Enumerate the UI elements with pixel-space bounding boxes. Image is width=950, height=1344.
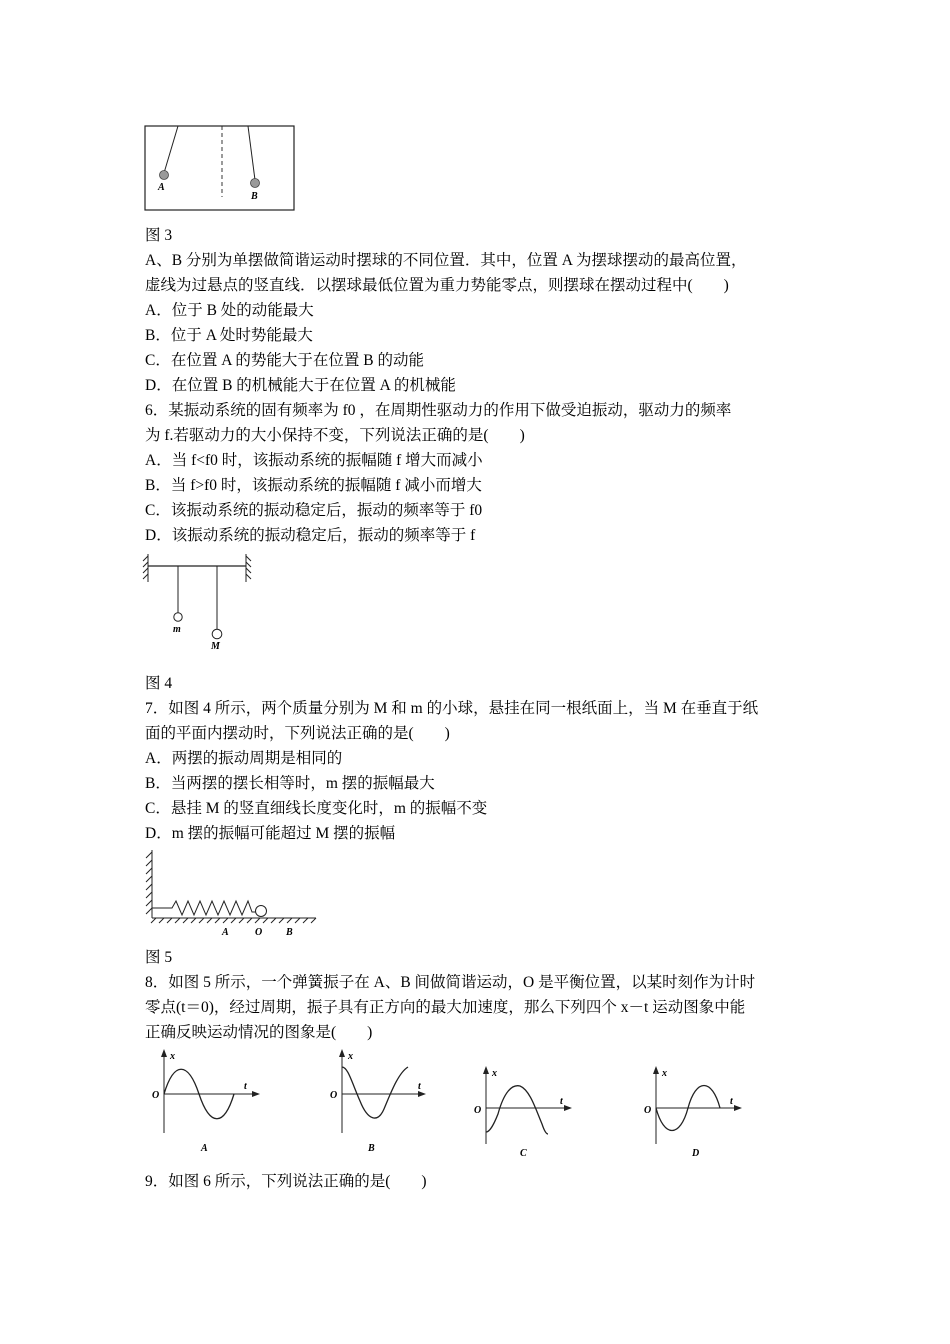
label-m: m — [173, 624, 181, 635]
wall — [146, 850, 152, 918]
figure-5-caption: 图 5 — [145, 949, 173, 966]
label-a: A — [222, 927, 229, 938]
axis-x-label: x — [170, 1051, 175, 1062]
curve — [486, 1086, 548, 1134]
q7-stem-line-2: 面的平面内摆动时，下列说法正确的是( ) — [145, 725, 450, 742]
q7-stem-line-1: 7．如图 4 所示，两个质量分别为 M 和 m 的小球，悬挂在同一根纸面上，当 M 在垂直于纸 — [145, 700, 759, 717]
floor — [151, 918, 316, 923]
figure-3-frame — [145, 126, 294, 210]
x-axis-arrow — [564, 1105, 572, 1111]
label-b: B — [286, 927, 293, 938]
right-wall — [246, 554, 251, 582]
y-axis-arrow — [339, 1049, 345, 1057]
origin-label: O — [330, 1090, 338, 1101]
pendulum-a-string — [164, 126, 178, 173]
figure-4-caption: 图 4 — [145, 675, 173, 692]
ball-m — [174, 613, 182, 621]
axis-x-label: x — [348, 1051, 353, 1062]
ball-a — [160, 171, 169, 180]
q7-option-a: A．两摆的振动周期是相同的 — [145, 750, 343, 767]
axis-t-label: t — [418, 1081, 421, 1092]
graph-caption: A — [201, 1143, 208, 1154]
x-axis-arrow — [252, 1091, 260, 1097]
figure-5-spring-oscillator — [142, 846, 322, 938]
pendulum-b-string — [248, 126, 255, 180]
q5-option-b: B．位于 A 处时势能最大 — [145, 327, 313, 344]
figure-3-caption: 图 3 — [145, 227, 173, 244]
graph-caption: C — [520, 1148, 527, 1159]
axis-t-label: t — [244, 1081, 247, 1092]
y-axis-arrow — [161, 1049, 167, 1057]
curve — [342, 1067, 408, 1118]
graph-caption: B — [368, 1143, 375, 1154]
label-b: B — [251, 191, 258, 202]
label-a: A — [158, 182, 165, 193]
y-axis-arrow — [483, 1066, 489, 1074]
q8-stem-line-1: 8．如图 5 所示，一个弹簧振子在 A、B 间做简谐运动，O 是平衡位置，以某时刻作为计时 — [145, 974, 756, 991]
label-o: O — [255, 927, 263, 938]
x-axis-arrow — [734, 1105, 742, 1111]
xt-graph-a — [148, 1047, 268, 1159]
figure-3-pendulum — [144, 125, 296, 213]
oscillator-ball — [256, 906, 267, 917]
axis-x-label: x — [662, 1068, 667, 1079]
q6-option-d: D．该振动系统的振动稳定后，振动的频率等于 f — [145, 527, 476, 544]
axis-x-label: x — [492, 1068, 497, 1079]
origin-label: O — [152, 1090, 160, 1101]
q6-option-c: C．该振动系统的振动稳定后，振动的频率等于 f0 — [145, 502, 483, 519]
q5-option-d: D．在位置 B 的机械能大于在位置 A 的机械能 — [145, 377, 456, 394]
xt-graph-d — [640, 1062, 760, 1166]
ball-b — [251, 179, 260, 188]
axis-t-label: t — [730, 1096, 733, 1107]
q8-stem-line-3: 正确反映运动情况的图象是( ) — [145, 1024, 373, 1041]
q6-stem-line-2: 为 f.若驱动力的大小保持不变，下列说法正确的是( ) — [145, 427, 525, 444]
q7-option-d: D．m 摆的振幅可能超过 M 摆的振幅 — [145, 825, 396, 842]
xt-graph-c — [470, 1062, 590, 1166]
q6-stem-line-1: 6．某振动系统的固有频率为 f0 ，在周期性驱动力的作用下做受迫振动，驱动力的频率 — [145, 402, 732, 419]
ball-M — [212, 629, 222, 639]
q6-option-b: B．当 f>f0 时，该振动系统的振幅随 f 减小而增大 — [145, 477, 482, 494]
q5-stem-line-2: 虚线为过悬点的竖直线．以摆球最低位置为重力势能零点，则摆球在摆动过程中( ) — [145, 277, 729, 294]
q5-option-c: C．在位置 A 的势能大于在位置 B 的动能 — [145, 352, 425, 369]
origin-label: O — [644, 1105, 652, 1116]
left-wall — [143, 554, 148, 582]
q7-option-c: C．悬挂 M 的竖直细线长度变化时，m 的振幅不变 — [145, 800, 488, 817]
xt-graph-b — [326, 1047, 446, 1159]
origin-label: O — [474, 1105, 482, 1116]
q9-stem: 9．如图 6 所示，下列说法正确的是( ) — [145, 1173, 427, 1190]
y-axis-arrow — [653, 1066, 659, 1074]
q7-option-b: B．当两摆的摆长相等时，m 摆的振幅最大 — [145, 775, 435, 792]
q8-stem-line-2: 零点(t＝0)，经过周期，振子具有正方向的最大加速度，那么下列四个 x－t 运动图象中能 — [145, 999, 746, 1016]
axis-t-label: t — [560, 1096, 563, 1107]
spring — [152, 901, 256, 915]
figure-4-pendulums — [142, 552, 254, 652]
q5-stem-line-1: A、B 分别为单摆做简谐运动时摆球的不同位置．其中，位置 A 为摆球摆动的最高位置， — [145, 252, 747, 269]
q6-option-a: A．当 f<f0 时，该振动系统的振幅随 f 增大而减小 — [145, 452, 483, 469]
label-M: M — [211, 641, 220, 652]
graph-caption: D — [692, 1148, 700, 1159]
q5-option-a: A．位于 B 处的动能最大 — [145, 302, 314, 319]
